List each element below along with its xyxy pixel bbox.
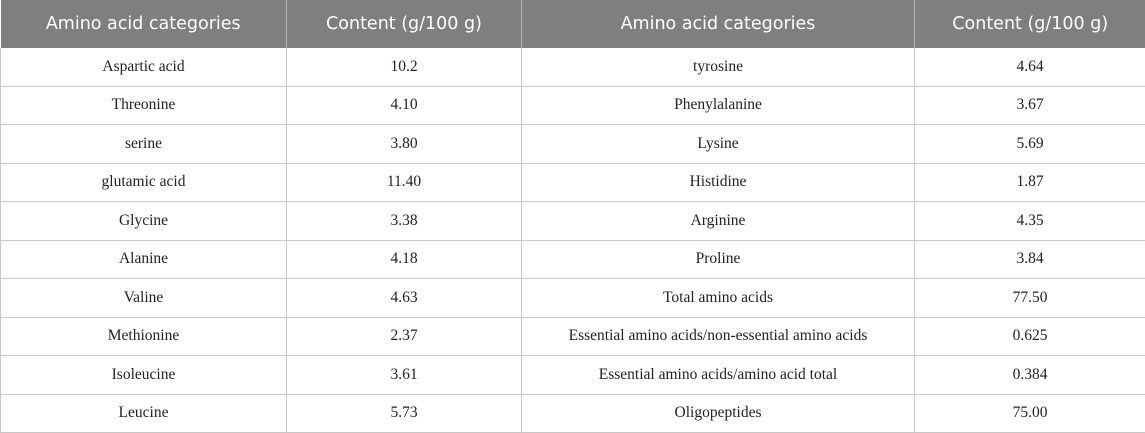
content-value: 3.61 [287, 356, 522, 395]
content-value: 4.18 [287, 240, 522, 279]
table-row [1, 202, 1145, 241]
amino-acid-name: Valine [1, 279, 287, 318]
header-content-right: Content (g/100 g) [915, 0, 1145, 48]
amino-acid-name: serine [1, 125, 287, 164]
content-value: 4.35 [915, 202, 1145, 241]
table-body [1, 48, 1145, 433]
table-row [1, 240, 1145, 279]
table-row [1, 48, 1145, 86]
table-row [1, 317, 1145, 356]
amino-acid-name: Alanine [1, 240, 287, 279]
content-value: 0.625 [915, 317, 1145, 356]
content-value: 75.00 [915, 394, 1145, 433]
amino-acid-name: Essential amino acids/non-essential amino acids [522, 317, 915, 356]
table-row [1, 86, 1145, 125]
table-row [1, 279, 1145, 318]
table-row [1, 356, 1145, 395]
amino-acid-name: Lysine [522, 125, 915, 164]
table-row [1, 163, 1145, 202]
content-value: 3.84 [915, 240, 1145, 279]
content-value: 11.40 [287, 163, 522, 202]
content-value: 0.384 [915, 356, 1145, 395]
content-value: 3.67 [915, 86, 1145, 125]
amino-acid-name: Essential amino acids/amino acid total [522, 356, 915, 395]
amino-acid-name: Methionine [1, 317, 287, 356]
table-row [1, 394, 1145, 433]
amino-acid-name: Total amino acids [522, 279, 915, 318]
content-value: 4.10 [287, 86, 522, 125]
content-value: 2.37 [287, 317, 522, 356]
header-row [1, 0, 1145, 48]
amino-acid-name: tyrosine [522, 48, 915, 86]
content-value: 77.50 [915, 279, 1145, 318]
content-value: 3.80 [287, 125, 522, 164]
table-header [1, 0, 1145, 48]
content-value: 1.87 [915, 163, 1145, 202]
amino-acid-name: Arginine [522, 202, 915, 241]
content-value: 5.69 [915, 125, 1145, 164]
content-value: 10.2 [287, 48, 522, 86]
amino-acid-name: Proline [522, 240, 915, 279]
amino-acid-name: Isoleucine [1, 356, 287, 395]
amino-acid-name: Phenylalanine [522, 86, 915, 125]
amino-acid-name: Threonine [1, 86, 287, 125]
amino-acid-name: Oligopeptides [522, 394, 915, 433]
content-value: 4.63 [287, 279, 522, 318]
content-value: 5.73 [287, 394, 522, 433]
amino-acid-name: Histidine [522, 163, 915, 202]
content-value: 3.38 [287, 202, 522, 241]
amino-acid-name: Glycine [1, 202, 287, 241]
amino-acid-name: glutamic acid [1, 163, 287, 202]
amino-acid-name: Aspartic acid [1, 48, 287, 86]
table-row [1, 125, 1145, 164]
header-category-right: Amino acid categories [522, 0, 915, 48]
content-value: 4.64 [915, 48, 1145, 86]
header-content-left: Content (g/100 g) [287, 0, 522, 48]
amino-acid-name: Leucine [1, 394, 287, 433]
header-category-left: Amino acid categories [1, 0, 287, 48]
